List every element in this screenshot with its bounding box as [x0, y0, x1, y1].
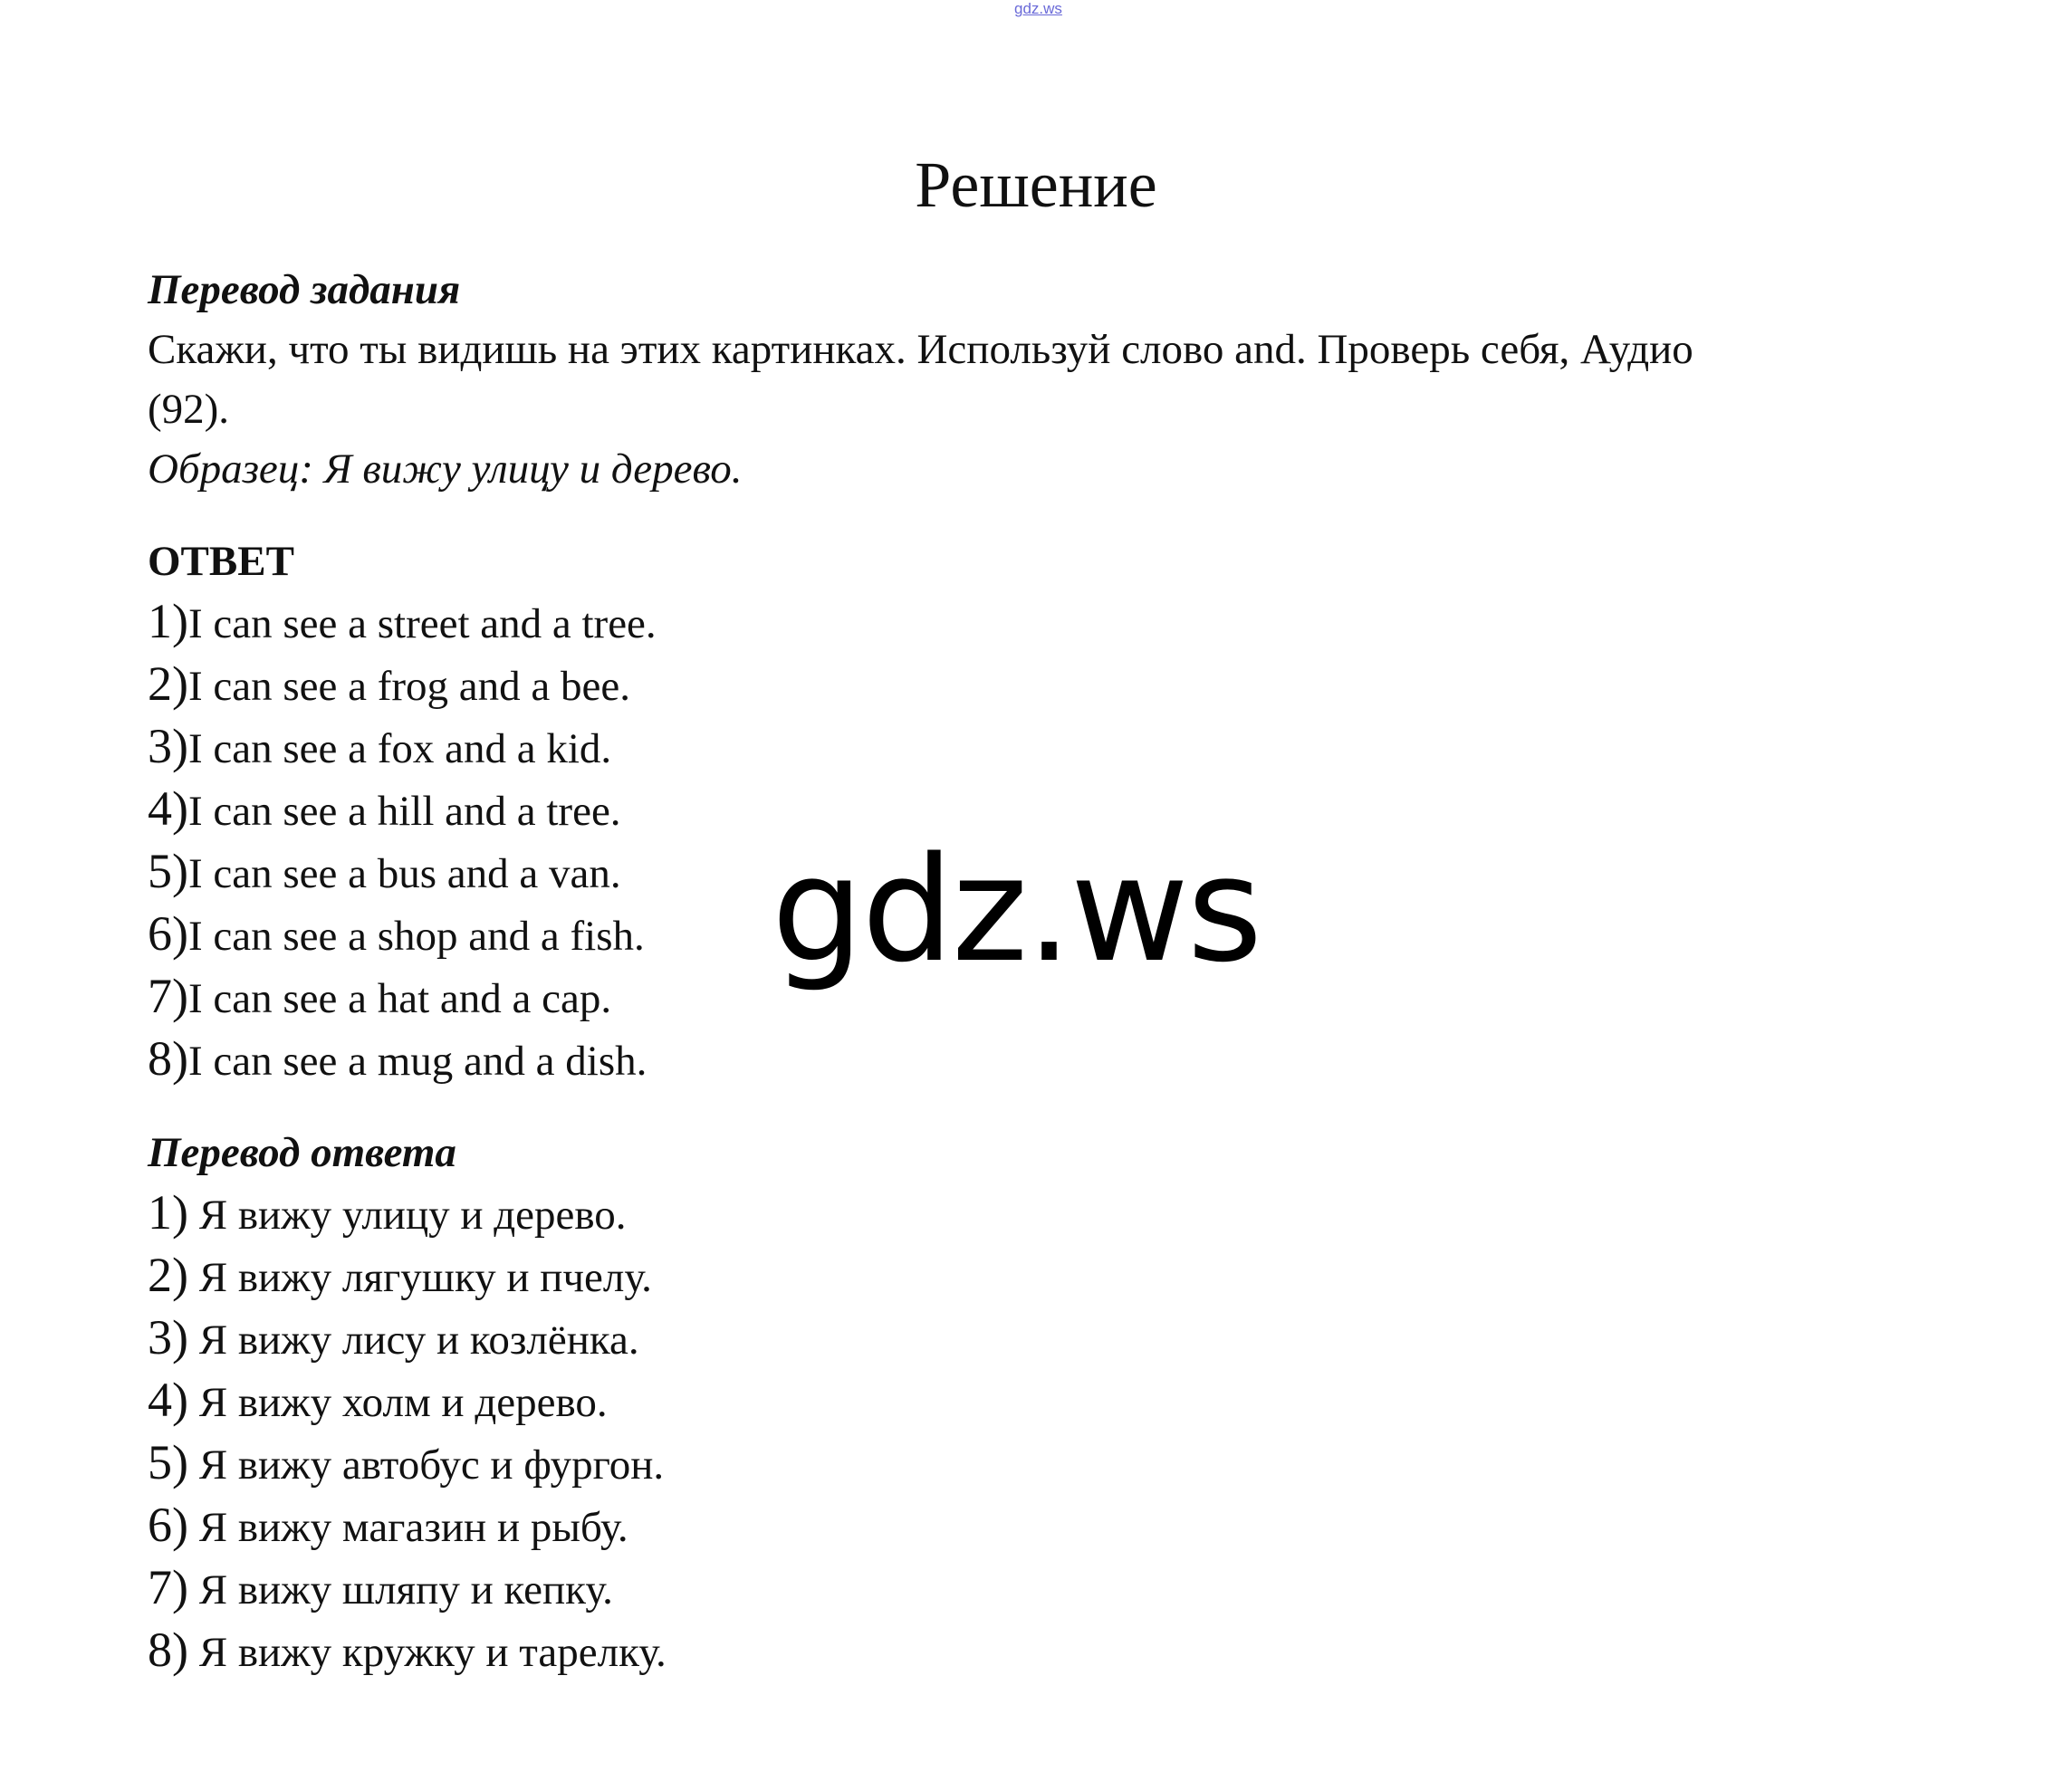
answer-text: I can see a hill and a tree. [187, 788, 621, 835]
task-section [148, 260, 1923, 499]
answer-number: 1) [148, 594, 188, 648]
answer-text: I can see a hat and a cap. [187, 975, 612, 1022]
translation-section [148, 1123, 1923, 1682]
translation-number: 8) [148, 1623, 188, 1677]
answer-text: I can see a frog and a bee. [187, 663, 630, 710]
translation-item-3 [148, 1307, 1923, 1370]
translation-text: Я вижу лягушку и пчелу. [187, 1254, 652, 1301]
translation-item-8 [148, 1620, 1923, 1682]
task-heading: Перевод задания [148, 266, 461, 313]
translation-item-6 [148, 1495, 1923, 1557]
top-site-link[interactable]: gdz.ws [1014, 0, 1062, 17]
translation-number: 3) [148, 1310, 188, 1364]
translation-text: Я вижу холм и дерево. [187, 1379, 608, 1426]
answer-item-1 [148, 591, 1923, 654]
answer-text: I can see a fox and a kid. [187, 725, 612, 772]
translation-number: 5) [148, 1435, 188, 1489]
answer-item-2 [148, 654, 1923, 716]
translation-item-4 [148, 1370, 1923, 1432]
translation-number: 1) [148, 1185, 188, 1240]
answer-text: I can see a bus and a van. [187, 850, 621, 897]
translation-text: Я вижу магазин и рыбу. [187, 1504, 628, 1551]
translation-text: Я вижу шляпу и кепку. [187, 1566, 613, 1613]
translation-number: 2) [148, 1248, 188, 1302]
answer-text: I can see a mug and a dish. [187, 1038, 648, 1085]
answer-number: 3) [148, 719, 188, 773]
translation-heading: Перевод ответа [148, 1129, 456, 1176]
translation-item-5 [148, 1432, 1923, 1495]
answer-text: I can see a shop and a fish. [187, 913, 645, 960]
answer-number: 7) [148, 969, 188, 1023]
page-title: Решение [915, 148, 1157, 221]
answer-item-3 [148, 716, 1923, 779]
task-text-line-2: (92). [148, 386, 230, 433]
translation-item-7 [148, 1557, 1923, 1620]
translation-number: 6) [148, 1498, 188, 1552]
translation-text: Я вижу улицу и дерево. [187, 1192, 627, 1239]
answer-number: 6) [148, 906, 188, 961]
translation-item-1 [148, 1183, 1923, 1245]
translation-item-2 [148, 1245, 1923, 1307]
answer-heading: ОТВЕТ [148, 538, 294, 585]
watermark-logo: gdz.ws [772, 825, 1261, 994]
task-example: Образец: Я вижу улицу и дерево. [148, 445, 743, 493]
answer-text: I can see a street and a tree. [187, 600, 657, 647]
task-text-line-1: Скажи, что ты видишь на этих картинках. Используй слово and. Проверь себя, Аудио [148, 326, 1693, 373]
answer-section [148, 531, 1923, 1091]
translation-text: Я вижу кружку и тарелку. [187, 1629, 667, 1676]
answer-number: 2) [148, 656, 188, 711]
translation-text: Я вижу автобус и фургон. [187, 1441, 665, 1489]
answer-number: 5) [148, 844, 188, 898]
answer-number: 4) [148, 781, 188, 836]
translation-number: 7) [148, 1560, 188, 1614]
translation-number: 4) [148, 1373, 188, 1427]
answer-item-8 [148, 1029, 1923, 1091]
answer-number: 8) [148, 1031, 188, 1086]
translation-text: Я вижу лису и козлёнка. [187, 1317, 639, 1364]
